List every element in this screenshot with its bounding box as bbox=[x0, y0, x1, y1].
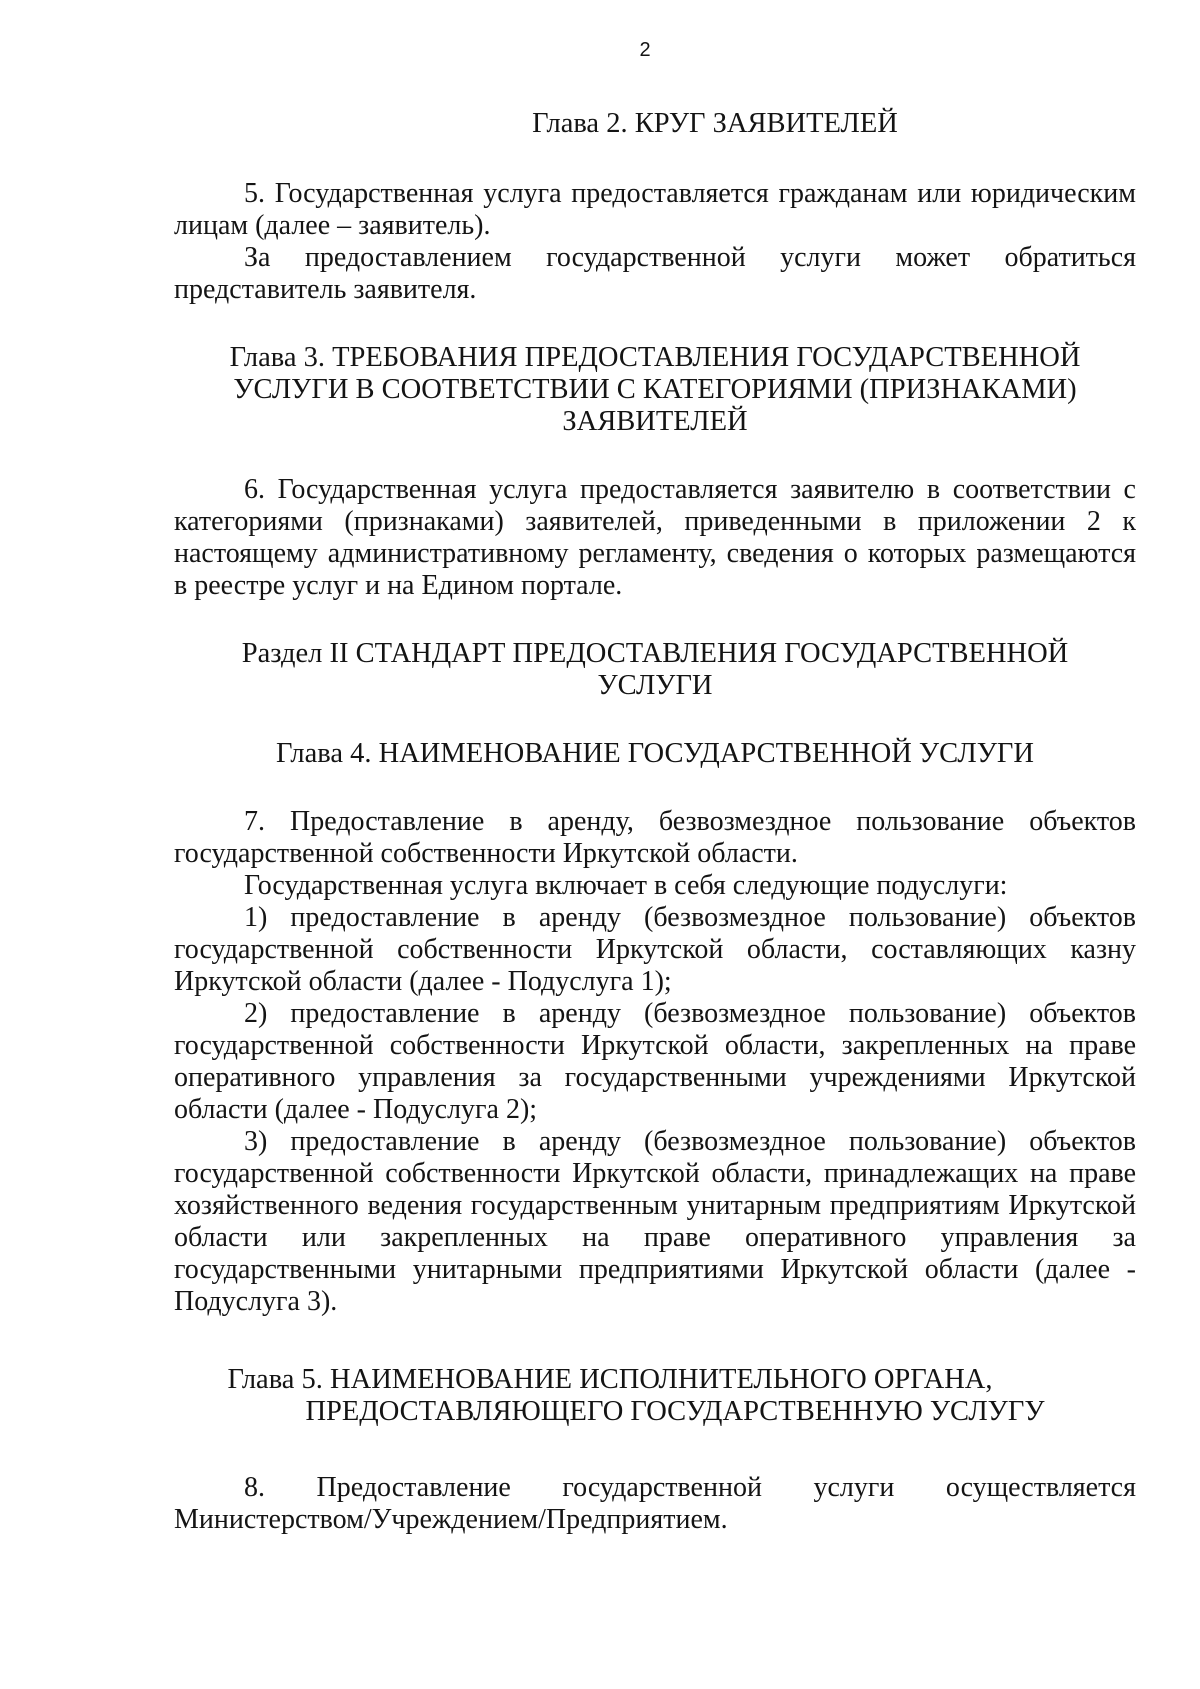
paragraph-5: 5. Государственная услуга предоставляется гражданам или юридическим лицам (далее – заявитель). bbox=[174, 178, 1136, 241]
chapter-5-heading-line: ПРЕДОСТАВЛЯЮЩЕГО ГОСУДАРСТВЕННУЮ УСЛУГУ bbox=[305, 1396, 1045, 1427]
subservice-2: 2) предоставление в аренду (безвозмездное пользование) объектов государственной собственности Иркутской области, закрепленных на праве оперативного управления за государственными учреждениями Иркутской области (далее - Подуслуга 2); bbox=[174, 998, 1136, 1125]
paragraph-6: 6. Государственная услуга предоставляется заявителю в соответствии с категориями (признаками) заявителей, приведенными в приложении 2 к настоящему административному регламенту, сведения о которых размещаются в реестре услуг и на Едином портале. bbox=[174, 474, 1136, 601]
paragraph-7-subservices-intro: Государственная услуга включает в себя следующие подуслуги: bbox=[244, 870, 1008, 901]
document-body bbox=[174, 108, 1136, 1536]
section-2-heading-line: УСЛУГИ bbox=[597, 670, 713, 701]
section-2-heading-line: Раздел II СТАНДАРТ ПРЕДОСТАВЛЕНИЯ ГОСУДАРСТВЕННОЙ bbox=[241, 638, 1069, 669]
paragraph-7: 7. Предоставление в аренду, безвозмездное пользование объектов государственной собственности Иркутской области. bbox=[174, 806, 1136, 869]
chapter-3-heading-line: ЗАЯВИТЕЛЕЙ bbox=[562, 406, 748, 437]
chapter-5-heading-line: Глава 5. НАИМЕНОВАНИЕ ИСПОЛНИТЕЛЬНОГО ОРГАНА, bbox=[227, 1364, 993, 1395]
chapter-4-heading: Глава 4. НАИМЕНОВАНИЕ ГОСУДАРСТВЕННОЙ УСЛУГИ bbox=[276, 738, 1034, 769]
chapter-2-heading: Глава 2. КРУГ ЗАЯВИТЕЛЕЙ bbox=[532, 108, 898, 139]
subservice-1: 1) предоставление в аренду (безвозмездное пользование) объектов государственной собственности Иркутской области, составляющих казну Иркутской области (далее - Подуслуга 1); bbox=[174, 902, 1136, 997]
page-number: 2 bbox=[639, 39, 651, 61]
paragraph-8: 8. Предоставление государственной услуги осуществляется Министерством/Учреждением/Предприятием. bbox=[174, 1472, 1136, 1535]
paragraph-5-representative: За предоставлением государственной услуги может обратиться представитель заявителя. bbox=[174, 242, 1136, 305]
section-2-heading bbox=[174, 638, 1136, 702]
subservice-3: 3) предоставление в аренду (безвозмездное пользование) объектов государственной собственности Иркутской области, принадлежащих на праве хозяйственного ведения государственным унитарным предприятиям Иркутской области или закрепленных на праве оперативного управления за государственными унитарными предприятиями Иркутской области (далее - Подуслуга 3). bbox=[174, 1126, 1136, 1317]
chapter-3-heading-line: Глава 3. ТРЕБОВАНИЯ ПРЕДОСТАВЛЕНИЯ ГОСУДАРСТВЕННОЙ bbox=[229, 342, 1081, 373]
chapter-3-heading bbox=[174, 342, 1136, 438]
chapter-3-heading-line: УСЛУГИ В СООТВЕТСТВИИ С КАТЕГОРИЯМИ (ПРИЗНАКАМИ) bbox=[233, 374, 1077, 405]
chapter-5-heading bbox=[174, 1364, 1136, 1428]
